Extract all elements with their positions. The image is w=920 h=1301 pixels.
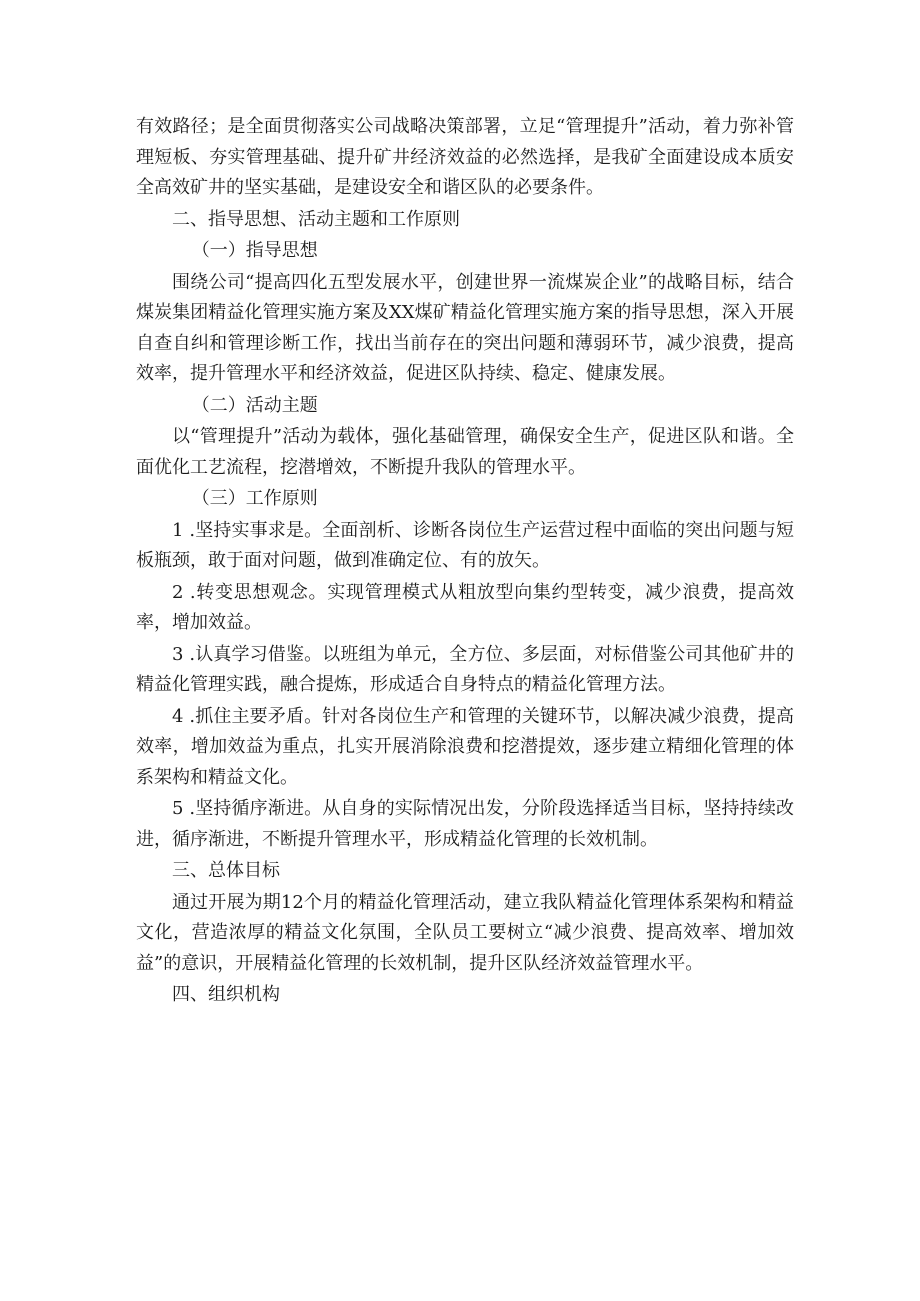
- subheading-work-principles: （三）工作原则: [191, 488, 318, 509]
- subheading-activity-theme: （二）活动主题: [191, 394, 318, 416]
- principle-item-3: 3 .认真学习借鉴。以班组为单元，全方位、多层面，对标借鉴公司其他矿井的精益化管理实践，融合提炼，形成适合自身特点的精益化管理方法。: [136, 643, 794, 695]
- paragraph-intro-continuation: 有效路径；是全面贯彻落实公司战略决策部署，立足“管理提升”活动，着力弥补管理短板、夯实管理基础、提升矿井经济效益的必然选择，是我矿全面建设成本质安全高效矿井的坚实基础，是建设安全和谐区队的必要条件。: [136, 116, 794, 198]
- document-body: [136, 112, 794, 1012]
- principle-item-2: 2 .转变思想观念。实现管理模式从粗放型向集约型转变，减少浪费，提高效率，增加效益。: [136, 581, 794, 633]
- subheading-guiding-thought: （一）指导思想: [191, 240, 318, 261]
- principle-item-5: 5 .坚持循序渐进。从自身的实际情况出发，分阶段选择适当目标，坚持持续改进，循序渐进，不断提升管理水平，形成精益化管理的长效机制。: [136, 798, 794, 850]
- paragraph-overall-goal: 通过开展为期12个月的精益化管理活动，建立我队精益化管理体系架构和精益文化，营造浓厚的精益文化氛围，全队员工要树立“减少浪费、提高效率、增加效益”的意识，开展精益化管理的长效机制，提升区队经济效益管理水平。: [136, 891, 794, 974]
- section-heading-overall-goal: 三、总体目标: [172, 860, 280, 881]
- principle-item-1: 1 .坚持实事求是。全面剖析、诊断各岗位生产运营过程中面临的突出问题与短板瓶颈，敢于面对问题，做到准确定位、有的放矢。: [136, 519, 794, 571]
- principle-item-4: 4 .抓住主要矛盾。针对各岗位生产和管理的关键环节，以解决减少浪费，提高效率，增加效益为重点，扎实开展消除浪费和挖潜提效，逐步建立精细化管理的体系架构和精益文化。: [136, 705, 794, 788]
- paragraph-activity-theme: 以“管理提升”活动为载体，强化基础管理，确保安全生产，促进区队和谐。全面优化工艺流程，挖潜增效，不断提升我队的管理水平。: [136, 426, 794, 478]
- section-heading-guiding-ideas: 二、指导思想、活动主题和工作原则: [172, 208, 460, 230]
- paragraph-guiding-thought: 围绕公司“提高四化五型发展水平，创建世界一流煤炭企业”的战略目标，结合煤炭集团精益化管理实施方案及XX煤矿精益化管理实施方案的指导思想，深入开展自查自纠和管理诊断工作，找出当前存在的突出问题和薄弱环节，减少浪费，提高效率，提升管理水平和经济效益，促进区队持续、稳定、健康发展。: [136, 271, 794, 384]
- section-heading-organization: 四、组织机构: [172, 984, 280, 1005]
